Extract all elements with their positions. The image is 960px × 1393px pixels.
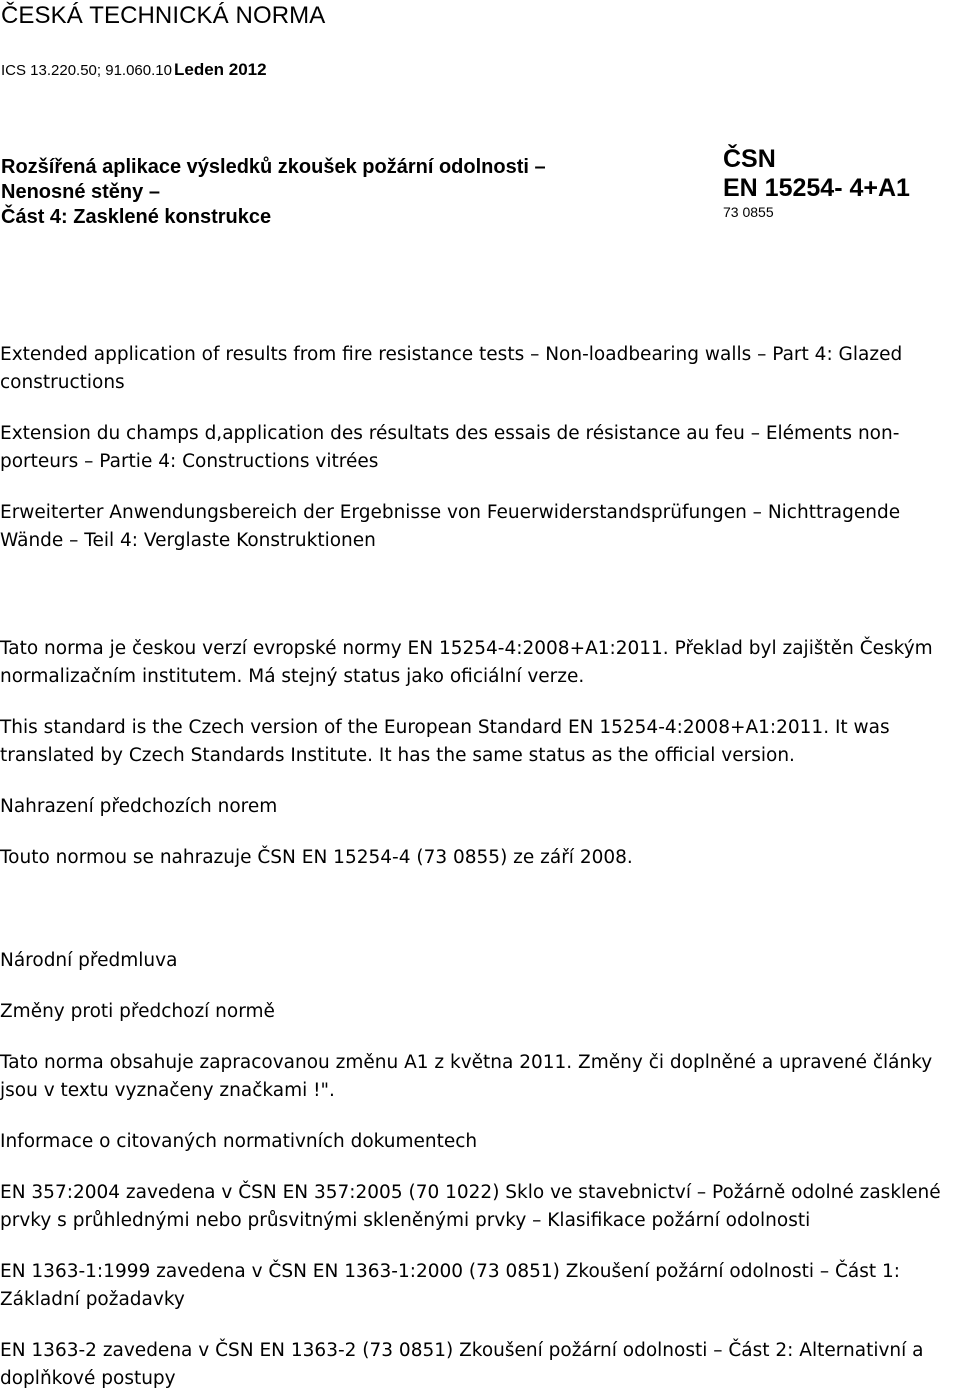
changes-heading: Změny proti předchozí normě [0, 1001, 275, 1022]
norm-label: ČESKÁ TECHNICKÁ NORMA [1, 2, 326, 29]
standard-designation [723, 145, 960, 221]
czech-title [1, 155, 661, 230]
replacement-heading: Nahrazení předchozích norem [0, 796, 278, 817]
standard-code: EN 15254- 4+A1 [723, 174, 910, 202]
czech-title-line: Nenosné stěny – [1, 181, 160, 203]
reference-item: EN 1363-2 zavedena v ČSN EN 1363-2 (73 0851) Zkoušení požární odolnosti – Část 2: Alternativní a doplňkové postupy [0, 1340, 924, 1389]
reference-item: EN 1363-1:1999 zavedena v ČSN EN 1363-1:2000 (73 0851) Zkoušení požární odolnosti – Část 1: Základní požadavky [0, 1261, 901, 1310]
english-title: Extended application of results from fire resistance tests – Non-loadbearing walls – Part 4: Glazed constructions [0, 344, 903, 393]
csn-label: ČSN [723, 145, 776, 173]
czech-status-note: Tato norma je českou verzí evropské normy EN 15254-4:2008+A1:2011. Překlad byl zajištěn Českým normalizačním institutem. Má stejný status jako oficiální verze. [0, 638, 933, 687]
replacement-text: Touto normou se nahrazuje ČSN EN 15254-4 (73 0855) ze září 2008. [0, 847, 633, 868]
english-status-note: This standard is the Czech version of the European Standard EN 15254-4:2008+A1:2011. It was translated by Czech Standards Institute. It has the same status as the official version. [0, 717, 890, 766]
foreword-heading: Národní předmluva [0, 950, 178, 971]
german-title: Erweiterter Anwendungsbereich der Ergebnisse von Feuerwiderstandsprüfungen – Nichttragende Wände – Teil 4: Verglaste Konstruktionen [0, 502, 901, 551]
issue-date: Leden 2012 [173, 60, 267, 79]
reference-item: EN 357:2004 zavedena v ČSN EN 357:2005 (70 1022) Sklo ve stavebnictví – Požárně odolné zasklené prvky s průhlednými nebo průsvitnými skleněnými prvky – Klasifikace požární odolnosti [0, 1182, 941, 1231]
ics-code: ICS 13.220.50; 91.060.10 [1, 62, 172, 79]
references-heading: Informace o citovaných normativních dokumentech [0, 1131, 478, 1152]
french-title: Extension du champs d,application des résultats des essais de résistance au feu – Eléments non-porteurs – Partie 4: Constructions vitrées [0, 423, 900, 472]
class-number: 73 0855 [723, 204, 774, 220]
czech-title-line: Rozšířená aplikace výsledků zkoušek požární odolnosti – [1, 156, 546, 178]
ics-date-line [1, 60, 267, 81]
changes-text: Tato norma obsahuje zapracovanou změnu A1 z května 2011. Změny či doplněné a upravené články jsou v textu vyznačeny značkami !". [0, 1052, 933, 1101]
czech-title-line: Část 4: Zasklené konstrukce [1, 206, 272, 228]
